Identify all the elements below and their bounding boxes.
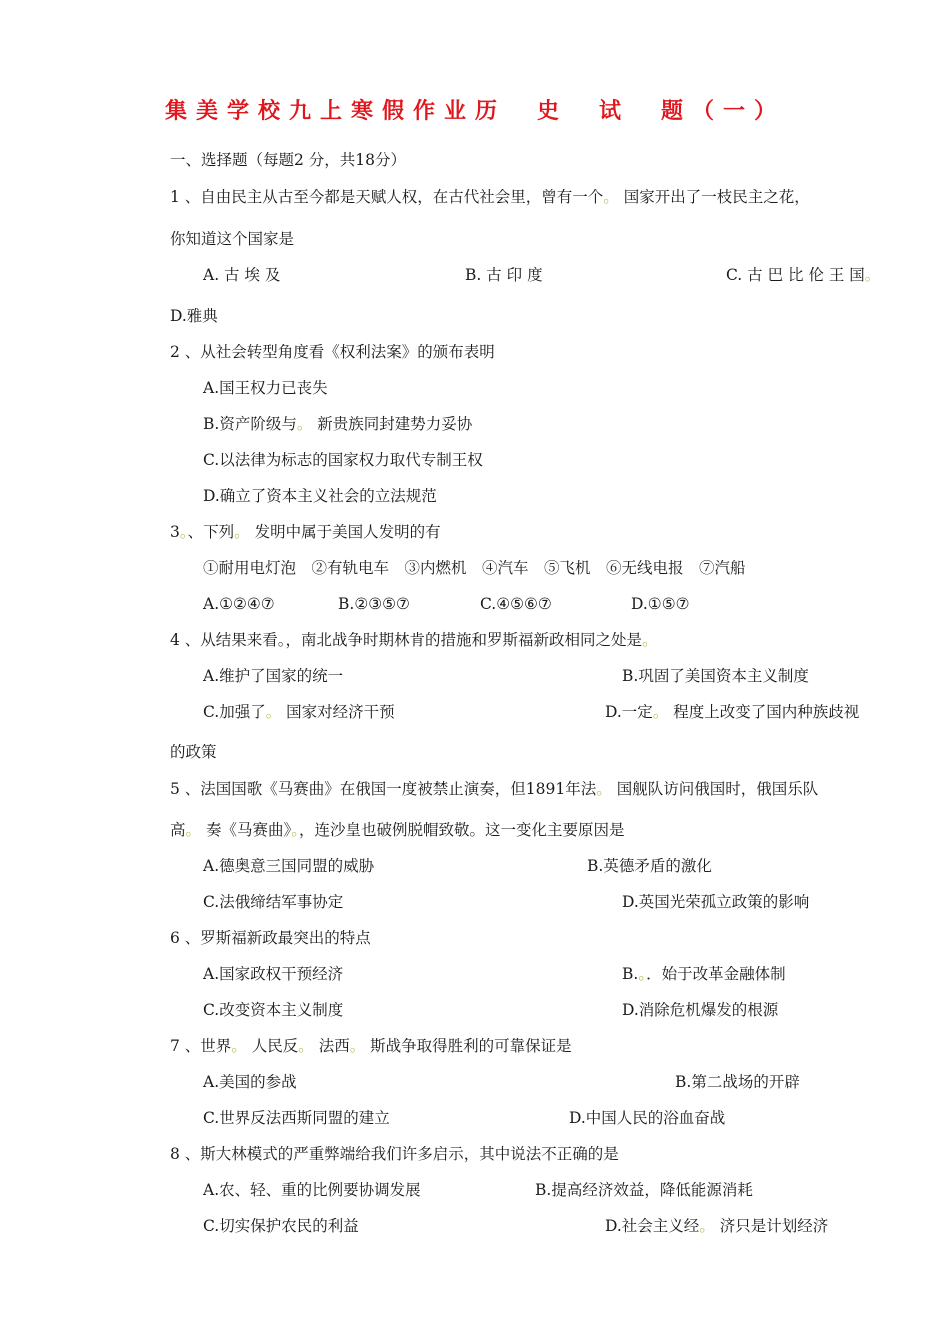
question-5-option-b: B.英德矛盾的激化 — [587, 857, 712, 875]
question-4-stem: 4 、从结果来看。，南北战争时期林肯的措施和罗斯福新政相同之处是。 — [170, 631, 658, 649]
question-7-option-c: C.世界反法西斯同盟的建立 — [203, 1109, 390, 1127]
question-1-option-a: A. 古 埃 及 — [203, 266, 281, 284]
question-3-option-a: A.①②④⑦ — [203, 595, 275, 613]
question-4-option-b: B.巩固了美国资本主义制度 — [622, 667, 809, 685]
question-8-option-b: B.提高经济效益，降低能源消耗 — [535, 1181, 753, 1199]
question-2-option-b: B.资产阶级与。 新贵族同封建势力妥协 — [203, 415, 473, 433]
question-6-option-d: D.消除危机爆发的根源 — [622, 1001, 779, 1019]
question-8-stem: 8 、斯大林模式的严重弊端给我们许多启示，其中说法不正确的是 — [170, 1145, 619, 1163]
question-3-option-c: C.④⑤⑥⑦ — [480, 595, 552, 613]
question-6-option-b: B.。．始于改革金融体制 — [622, 965, 786, 983]
question-1-stem-cont: 你知道这个国家是 — [170, 230, 295, 248]
question-3-stem: 3。、下列。 发明中属于美国人发明的有 — [170, 523, 441, 541]
question-4-option-d-cont: 的政策 — [170, 743, 217, 761]
question-6-stem: 6 、罗斯福新政最突出的特点 — [170, 929, 371, 947]
question-7-option-b: B.第二战场的开辟 — [675, 1073, 800, 1091]
question-7-stem: 7 、世界。 人民反。 法西。 斯战争取得胜利的可靠保证是 — [170, 1037, 572, 1055]
question-5-option-c: C.法俄缔结军事协定 — [203, 893, 344, 911]
question-8-option-a: A.农、轻、重的比例要协调发展 — [203, 1181, 421, 1199]
question-2-option-a: A.国王权力已丧失 — [203, 379, 328, 397]
question-2-option-c: C.以法律为标志的国家权力取代专制王权 — [203, 451, 483, 469]
question-6-option-a: A.国家政权干预经济 — [203, 965, 344, 983]
section-heading: 一、选择题（每题2 分，共18分） — [170, 151, 407, 169]
question-3-items: ①耐用电灯泡 ②有轨电车 ③内燃机 ④汽车 ⑤飞机 ⑥无线电报 ⑦汽船 — [203, 559, 746, 577]
question-1-option-b: B. 古 印 度 — [465, 266, 543, 284]
question-5-stem-cont: 高。 奏《马赛曲》。，连沙皇也破例脱帽致敬。这一变化主要原因是 — [170, 821, 625, 839]
question-8-option-d: D.社会主义经。 济只是计划经济 — [605, 1217, 829, 1235]
question-8-option-c: C.切实保护农民的利益 — [203, 1217, 359, 1235]
question-3-option-d: D.①⑤⑦ — [631, 595, 690, 613]
question-4-option-a: A.维护了国家的统一 — [203, 667, 344, 685]
page-title: 集美学校九上寒假作业历 史 试 题（一） — [164, 99, 785, 124]
question-7-option-a: A.美国的参战 — [203, 1073, 297, 1091]
question-1-option-c: C. 古 巴 比 伦 王 国。 — [726, 266, 881, 284]
question-5-option-a: A.德奥意三国同盟的威胁 — [203, 857, 375, 875]
question-4-option-d: D.一定。 程度上改变了国内种族歧视 — [605, 703, 860, 721]
question-2-option-d: D.确立了资本主义社会的立法规范 — [203, 487, 437, 505]
question-5-stem: 5 、法国国歌《马赛曲》在俄国一度被禁止演奏，但1891年法。 国舰队访问俄国时，俄国乐队 — [170, 780, 819, 798]
question-1-option-d: D.雅典 — [170, 307, 218, 325]
question-1-stem: 1 、自由民主从古至今都是天赋人权，在古代社会里，曾有一个。 国家开出了一枝民主之花， — [170, 188, 810, 206]
question-7-option-d: D.中国人民的浴血奋战 — [569, 1109, 726, 1127]
question-3-option-b: B.②③⑤⑦ — [338, 595, 410, 613]
question-5-option-d: D.英国光荣孤立政策的影响 — [622, 893, 810, 911]
question-6-option-c: C.改变资本主义制度 — [203, 1001, 344, 1019]
question-2-stem: 2 、从社会转型角度看《权利法案》的颁布表明 — [170, 343, 495, 361]
question-4-option-c: C.加强了。 国家对经济干预 — [203, 703, 395, 721]
